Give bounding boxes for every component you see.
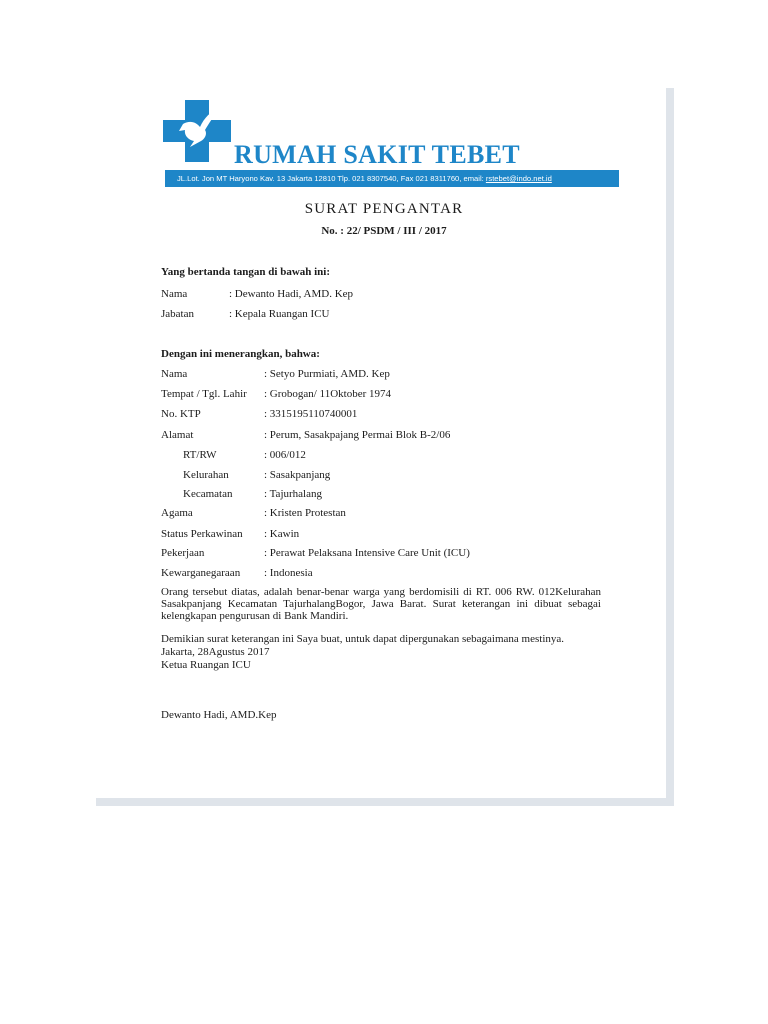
subject-heading: Dengan ini menerangkan, bahwa: <box>161 348 320 360</box>
letter-number: No. : 22/ PSDM / III / 2017 <box>321 225 447 237</box>
field-value-nama: : Setyo Purmiati, AMD. Kep <box>264 368 390 380</box>
hospital-name: RUMAH SAKIT TEBET <box>234 140 520 169</box>
field-value-rtrw: : 006/012 <box>264 449 306 461</box>
closing-place-date: Jakarta, 28Agustus 2017 <box>161 646 270 658</box>
signer-name-label: Nama <box>161 288 188 300</box>
body-paragraph: Orang tersebut diatas, adalah benar-benar warga yang berdomisili di RT. 006 RW. 012Kelurahan Sasakpanjang Kecamatan TajurhalangBogor, Jawa Barat. Surat keterangan ini dibuat sebagai kelengkapan pengurusan di Bank Mandiri. <box>161 586 601 622</box>
field-value-agama: : Kristen Protestan <box>264 507 346 519</box>
field-label-alamat: Alamat <box>161 429 194 441</box>
field-value-status: : Kawin <box>264 528 300 540</box>
field-label-kewarganegaraan: Kewarganegaraan <box>161 567 241 579</box>
field-label-kecamatan: Kecamatan <box>183 488 233 500</box>
signer-position-label: Jabatan <box>161 308 194 320</box>
letter-sheet <box>93 86 666 798</box>
hospital-email-link[interactable]: rstebet@indo.net.id <box>485 174 552 183</box>
field-value-kecamatan: : Tajurhalang <box>264 488 322 500</box>
field-label-nama: Nama <box>161 368 188 380</box>
field-label-agama: Agama <box>161 507 193 519</box>
signer-name-value: : Dewanto Hadi, AMD. Kep <box>229 288 354 300</box>
field-label-status: Status Perkawinan <box>161 528 243 540</box>
field-value-birth: : Grobogan/ 11Oktober 1974 <box>264 388 391 400</box>
signature-name: Dewanto Hadi, AMD.Kep <box>161 709 277 721</box>
field-label-ktp: No. KTP <box>161 408 201 420</box>
hospital-cross-dove-icon <box>163 100 231 162</box>
field-value-kelurahan: : Sasakpanjang <box>264 469 331 481</box>
closing-position: Ketua Ruangan ICU <box>161 659 251 671</box>
field-label-pekerjaan: Pekerjaan <box>161 547 205 559</box>
signer-heading: Yang bertanda tangan di bawah ini: <box>161 266 331 278</box>
letter-title: SURAT PENGANTAR <box>304 201 464 217</box>
field-value-alamat: : Perum, Sasakpajang Permai Blok B-2/06 <box>264 429 451 441</box>
field-value-kewarganegaraan: : Indonesia <box>264 567 313 579</box>
field-label-rtrw: RT/RW <box>183 449 217 461</box>
field-value-ktp: : 3315195110740001 <box>264 408 358 420</box>
address-bar <box>165 170 619 187</box>
closing-statement: Demikian surat keterangan ini Saya buat, untuk dapat dipergunakan sebagaimana mestinya. <box>161 633 565 645</box>
hospital-address: JL.Lot. Jon MT Haryono Kav. 13 Jakarta 12810 Tlp. 021 8307540, Fax 021 8311760, email: <box>177 174 486 183</box>
field-value-pekerjaan: : Perawat Pelaksana Intensive Care Unit (ICU) <box>264 547 470 559</box>
field-label-birth: Tempat / Tgl. Lahir <box>161 388 247 400</box>
field-label-kelurahan: Kelurahan <box>183 469 229 481</box>
signer-position-value: : Kepala Ruangan ICU <box>229 308 330 320</box>
